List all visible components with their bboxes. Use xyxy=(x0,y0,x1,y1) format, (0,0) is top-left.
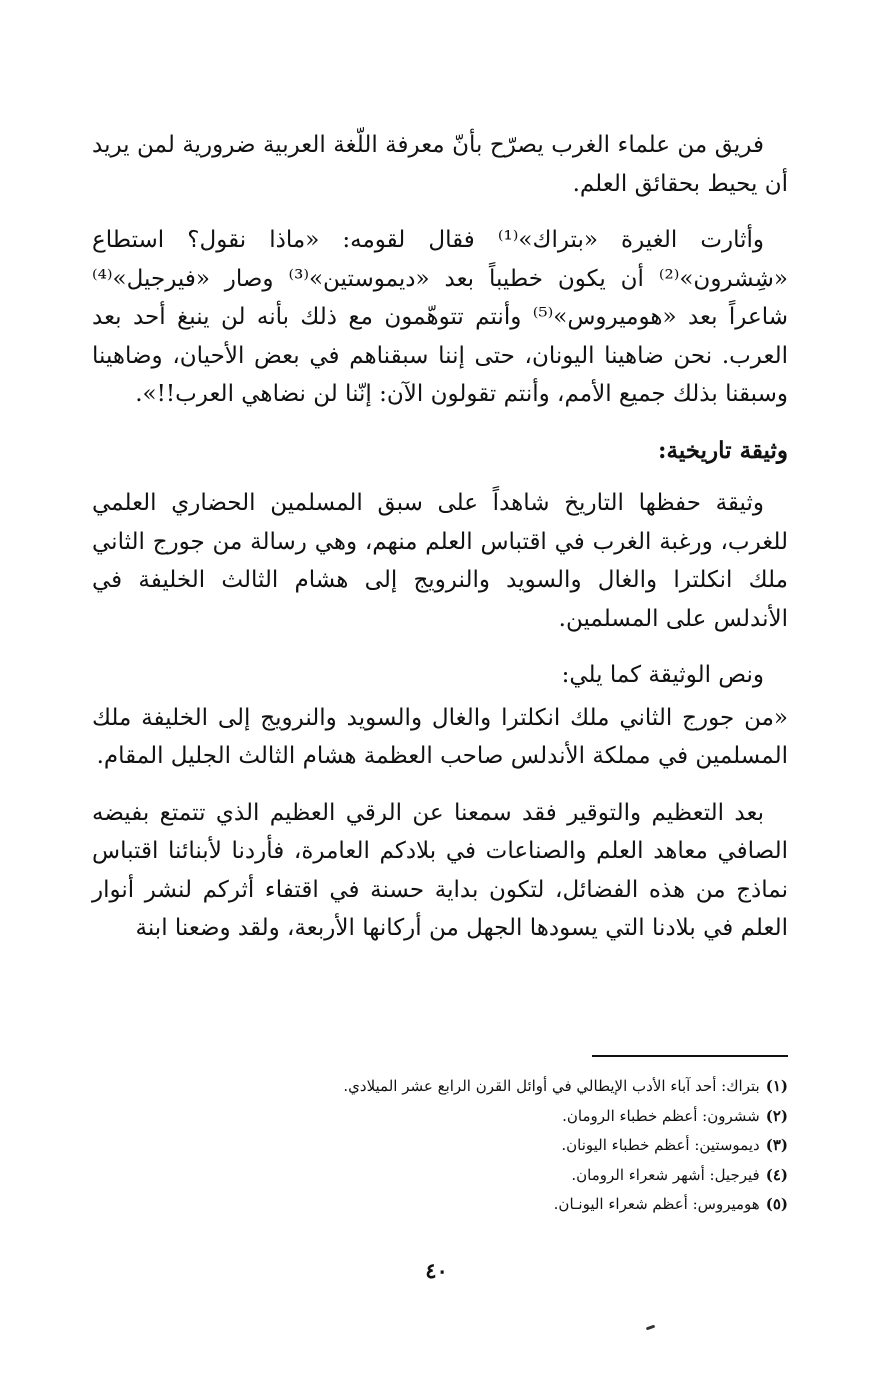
section-heading: وثيقة تاريخية: xyxy=(658,436,788,464)
paragraph-intro: فريق من علماء الغرب يصرّح بأنّ معرفة اللّغة العربية ضرورية لمن يريد أن يحيط بحقائق العلم. xyxy=(92,132,788,197)
footnote-number: (٢) xyxy=(765,1106,788,1125)
footnote-number: (٥) xyxy=(765,1195,788,1213)
footnote-text: فيرجيل: أشهر شعراء الرومان. xyxy=(571,1165,760,1184)
footnotes xyxy=(168,1072,788,1220)
paragraph-document-label: ونص الوثيقة كما يلي: xyxy=(561,662,764,688)
paragraph-letter-body: بعد التعظيم والتوقير فقد سمعنا عن الرقي العظيم الذي تتمتع بفيضه الصافي معاهد العلم والصناعات في بلادكم العامرة، فأردنا لأبنائنا اقتباس نماذج من هذه الفضائل، لتكون بداية حسنة في اقتفاء أثركم لنشر أنوار العلم في بلادنا التي يسودها الجهل من أركانها الأربعة، ولقد وضعنا ابنة xyxy=(92,799,788,941)
footnote-item xyxy=(168,1102,788,1132)
footnote-number: (١) xyxy=(765,1077,788,1095)
footnote-item xyxy=(168,1072,788,1102)
paragraph-letter-address: «من جورج الثاني ملك انكلترا والغال والسويد والنرويج إلى الخليفة ملك المسلمين في مملكة الأندلس صاحب العظمة هشام الثالث الجليل المقام. xyxy=(92,704,788,769)
footnote-text: ديموستين: أعظم خطباء اليونان. xyxy=(561,1136,760,1154)
paragraph-petrarch-quote: وأثارت الغيرة «بتراك»⁽¹⁾ فقال لقومه: «ماذا نقول؟ استطاع «شِشرون»⁽²⁾ أن يكون خطيباً بعد «ديموستين»⁽³⁾ وصار «فيرجيل»⁽⁴⁾ شاعراً بعد «هوميروس»⁽⁵⁾ وأنتم تتوهّمون مع ذلك بأنه لن ينبغ أحد بعد العرب. نحن ضاهينا اليونان، حتى إننا سبقناهم في بعض الأحيان، وضاهينا وسبقنا بذلك جميع الأمم، وأنتم تقولون الآن: إنّنا لن نضاهي العرب!!». xyxy=(92,227,788,407)
footnote-text: ششرون: أعظم خطباء الرومان. xyxy=(562,1106,760,1125)
page-number: ٤٠ xyxy=(425,1258,448,1283)
footnote-item xyxy=(168,1131,788,1161)
footnote-number: (٤) xyxy=(765,1165,788,1184)
footnote-number: (٣) xyxy=(765,1136,788,1154)
footnote-item xyxy=(168,1190,788,1220)
footnote-divider xyxy=(592,1055,788,1057)
footnote-item xyxy=(168,1161,788,1191)
scan-speck xyxy=(646,1325,655,1331)
paragraph-document-intro: وثيقة حفظها التاريخ شاهداً على سبق المسلمين الحضاري العلمي للغرب، ورغبة الغرب في اقتباس العلم منهم، وهي رسالة من جورج الثاني ملك انكلترا والغال والسويد والنرويج إلى هشام الثالث الخليفة في الأندلس على المسلمين. xyxy=(92,490,788,632)
page-body xyxy=(92,126,788,966)
footnote-text: بتراك: أحد آباء الأدب الإيطالي في أوائل القرن الرابع عشر الميلادي. xyxy=(343,1077,760,1095)
footnote-text: هوميروس: أعظم شعراء اليونـان. xyxy=(553,1195,760,1213)
